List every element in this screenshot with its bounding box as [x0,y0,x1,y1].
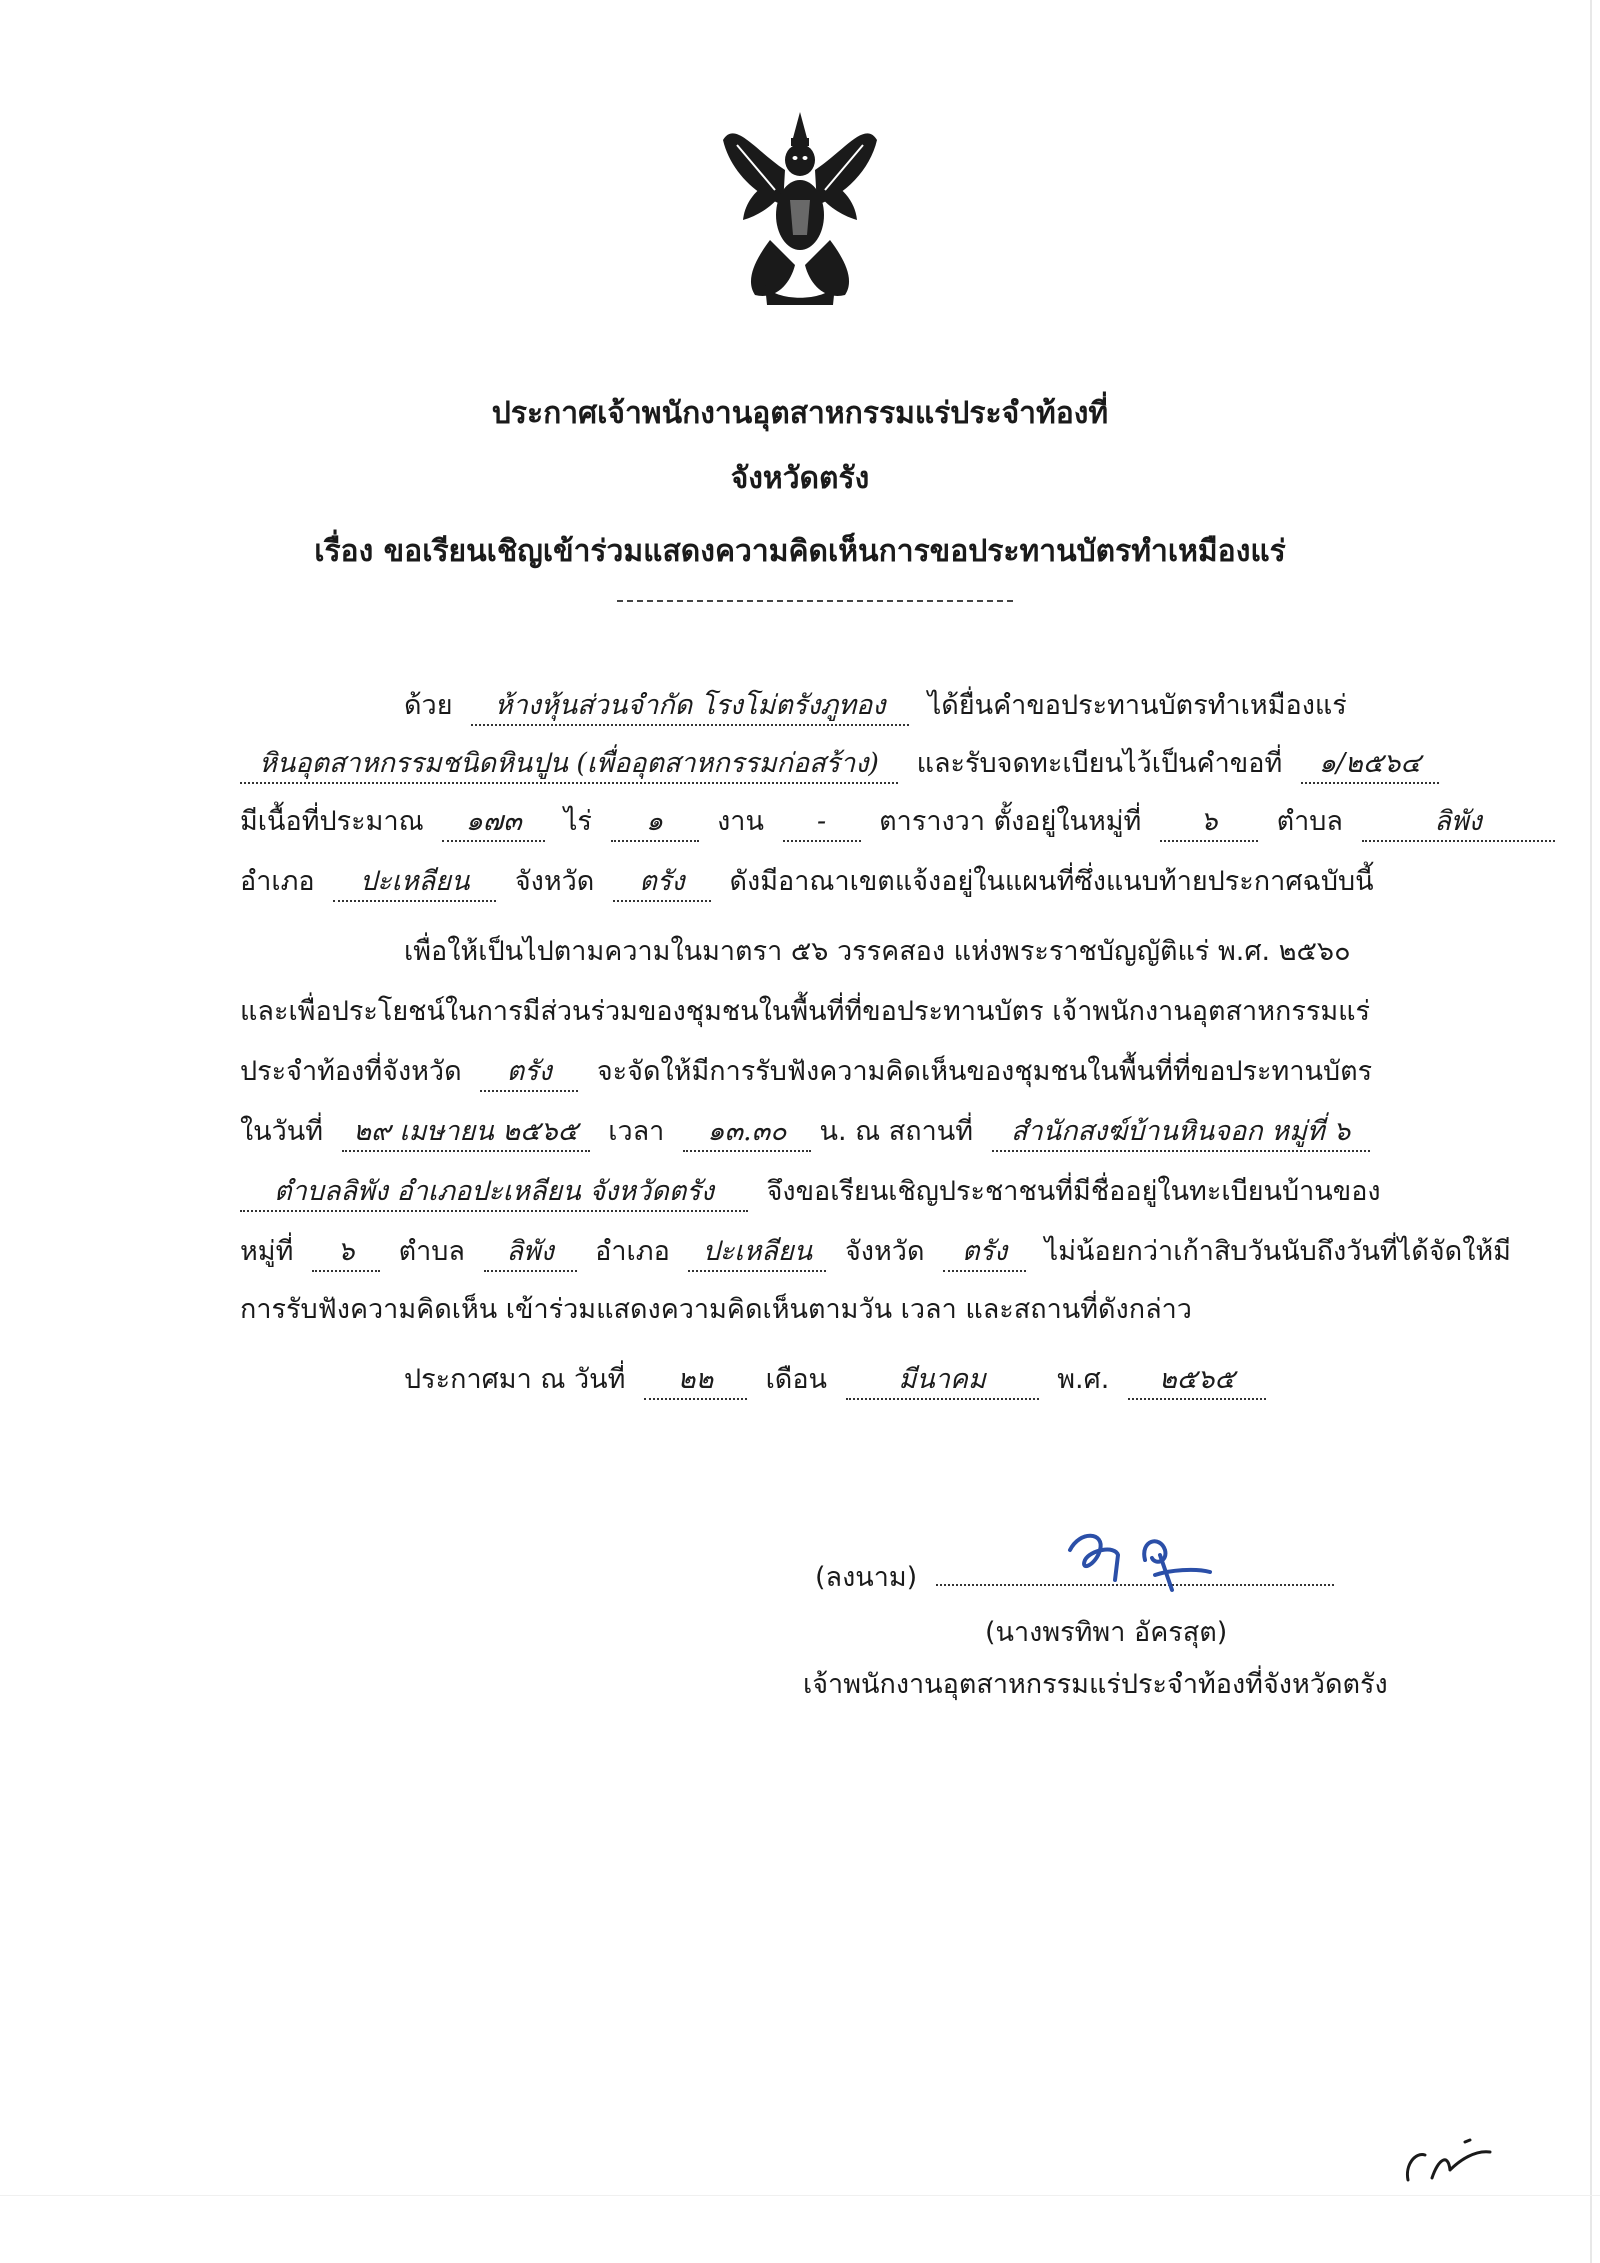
mineral-field: หินอุตสาหกรรมชนิดหินปูน (เพื่ออุตสาหกรรมก่อสร้าง) [240,746,898,784]
handwritten-signature [1060,1520,1220,1595]
p1-line-3: มีเนื้อที่ประมาณ ๑๗๓ ไร่ ๑ งาน - ตารางวา ตั้งอยู่ในหมู่ที่ ๖ ตำบล ลิพัง [240,802,1555,842]
p2-line-1: เพื่อให้เป็นไปตามความในมาตรา ๕๖ วรรคสอง แห่งพระราชบัญญัติแร่ พ.ศ. ๒๕๖๐ [404,936,1351,967]
applicant-field: ห้างหุ้นส่วนจำกัด โรงโม่ตรังภูทอง [471,688,909,726]
announcement-province: จังหวัดตรัง [730,461,870,496]
p2-line-4: ในวันที่ ๒๙ เมษายน ๒๕๖๕ เวลา ๑๓.๓๐ น. ณ สถานที่ สำนักสงฆ์บ้านหินจอก หมู่ที่ ๖ [240,1112,1370,1152]
invite-province-field: ตรัง [943,1234,1026,1272]
page-edge [1590,0,1592,2263]
amphoe-field: ปะเหลียน [333,864,496,902]
announce-day-field: ๒๒ [644,1362,747,1400]
signature-line: (ลงนาม) [815,1558,1334,1598]
invite-moo-field: ๖ [312,1234,380,1272]
announce-year-field: ๒๕๖๕ [1128,1362,1266,1400]
p2-line-3: ประจำท้องที่จังหวัด ตรัง จะจัดให้มีการรับฟังความคิดเห็นของชุมชนในพื้นที่ที่ขอประทานบัตร [240,1052,1372,1092]
tambon-field: ลิพัง [1362,804,1555,842]
ngan-field: ๑ [611,804,699,842]
p2-line-5: ตำบลลิพัง อำเภอปะเหลียน จังหวัดตรัง จึงขอเรียนเชิญประชาชนที่มีชื่ออยู่ในทะเบียนบ้านของ [240,1172,1381,1212]
moo-field: ๖ [1160,804,1258,842]
page-initials [1390,2130,1500,2185]
meeting-date-field: ๒๙ เมษายน ๒๕๖๕ [342,1114,590,1152]
p1-line-4: อำเภอ ปะเหลียน จังหวัด ตรัง ดังมีอาณาเขตแจ้งอยู่ในแผนที่ซึ่งแนบท้ายประกาศฉบับนี้ [240,862,1374,902]
garuda-emblem [715,110,885,310]
meeting-place-cont-field: ตำบลลิพัง อำเภอปะเหลียน จังหวัดตรัง [240,1174,748,1212]
wa-field: - [783,804,861,842]
p1-line-1: ด้วย ห้างหุ้นส่วนจำกัด โรงโม่ตรังภูทอง ได้ยื่นคำขอประทานบัตรทำเหมืองแร่ [404,686,1347,726]
invite-amphoe-field: ปะเหลียน [688,1234,826,1272]
announcement-title: ประกาศเจ้าพนักงานอุตสาหกรรมแร่ประจำท้องที่ [491,396,1109,431]
page-fold [0,2195,1600,2196]
p2-line-2: และเพื่อประโยชน์ในการมีส่วนร่วมของชุมชนในพื้นที่ที่ขอประทานบัตร เจ้าพนักงานอุตสาหกรรมแร่ [240,996,1371,1027]
announce-date-line: ประกาศมา ณ วันที่ ๒๒ เดือน มีนาคม พ.ศ. ๒๕๖๕ [404,1360,1266,1400]
p2-line-6: หมู่ที่ ๖ ตำบล ลิพัง อำเภอ ปะเหลียน จังหวัด ตรัง ไม่น้อยกว่าเก้าสิบวันนับถึงวันที่ได้จัดให้มี [240,1232,1511,1272]
hearing-province-field: ตรัง [480,1054,578,1092]
invite-tambon-field: ลิพัง [484,1234,577,1272]
p1-line-2: หินอุตสาหกรรมชนิดหินปูน (เพื่ออุตสาหกรรมก่อสร้าง) และรับจดทะเบียนไว้เป็นคำขอที่ ๑/๒๕๖๔ [240,744,1439,784]
p2-line-7: การรับฟังความคิดเห็น เข้าร่วมแสดงความคิดเห็นตามวัน เวลา และสถานที่ดังกล่าว [240,1294,1192,1325]
signer-position: เจ้าพนักงานอุตสาหกรรมแร่ประจำท้องที่จังหวัดตรัง [803,1669,1388,1700]
signer-name: (นางพรทิพา อัครสุต) [985,1617,1228,1648]
province-field: ตรัง [613,864,711,902]
announcement-subject: เรื่อง ขอเรียนเชิญเข้าร่วมแสดงความคิดเห็นการขอประทานบัตรทำเหมืองแร่ [314,534,1286,569]
meeting-place-field: สำนักสงฆ์บ้านหินจอก หมู่ที่ ๖ [992,1114,1370,1152]
rai-field: ๑๗๓ [442,804,545,842]
request-number-field: ๑/๒๕๖๔ [1301,746,1439,784]
announce-month-field: มีนาคม [846,1362,1039,1400]
meeting-time-field: ๑๓.๓๐ [683,1114,811,1152]
title-separator [617,600,1013,602]
